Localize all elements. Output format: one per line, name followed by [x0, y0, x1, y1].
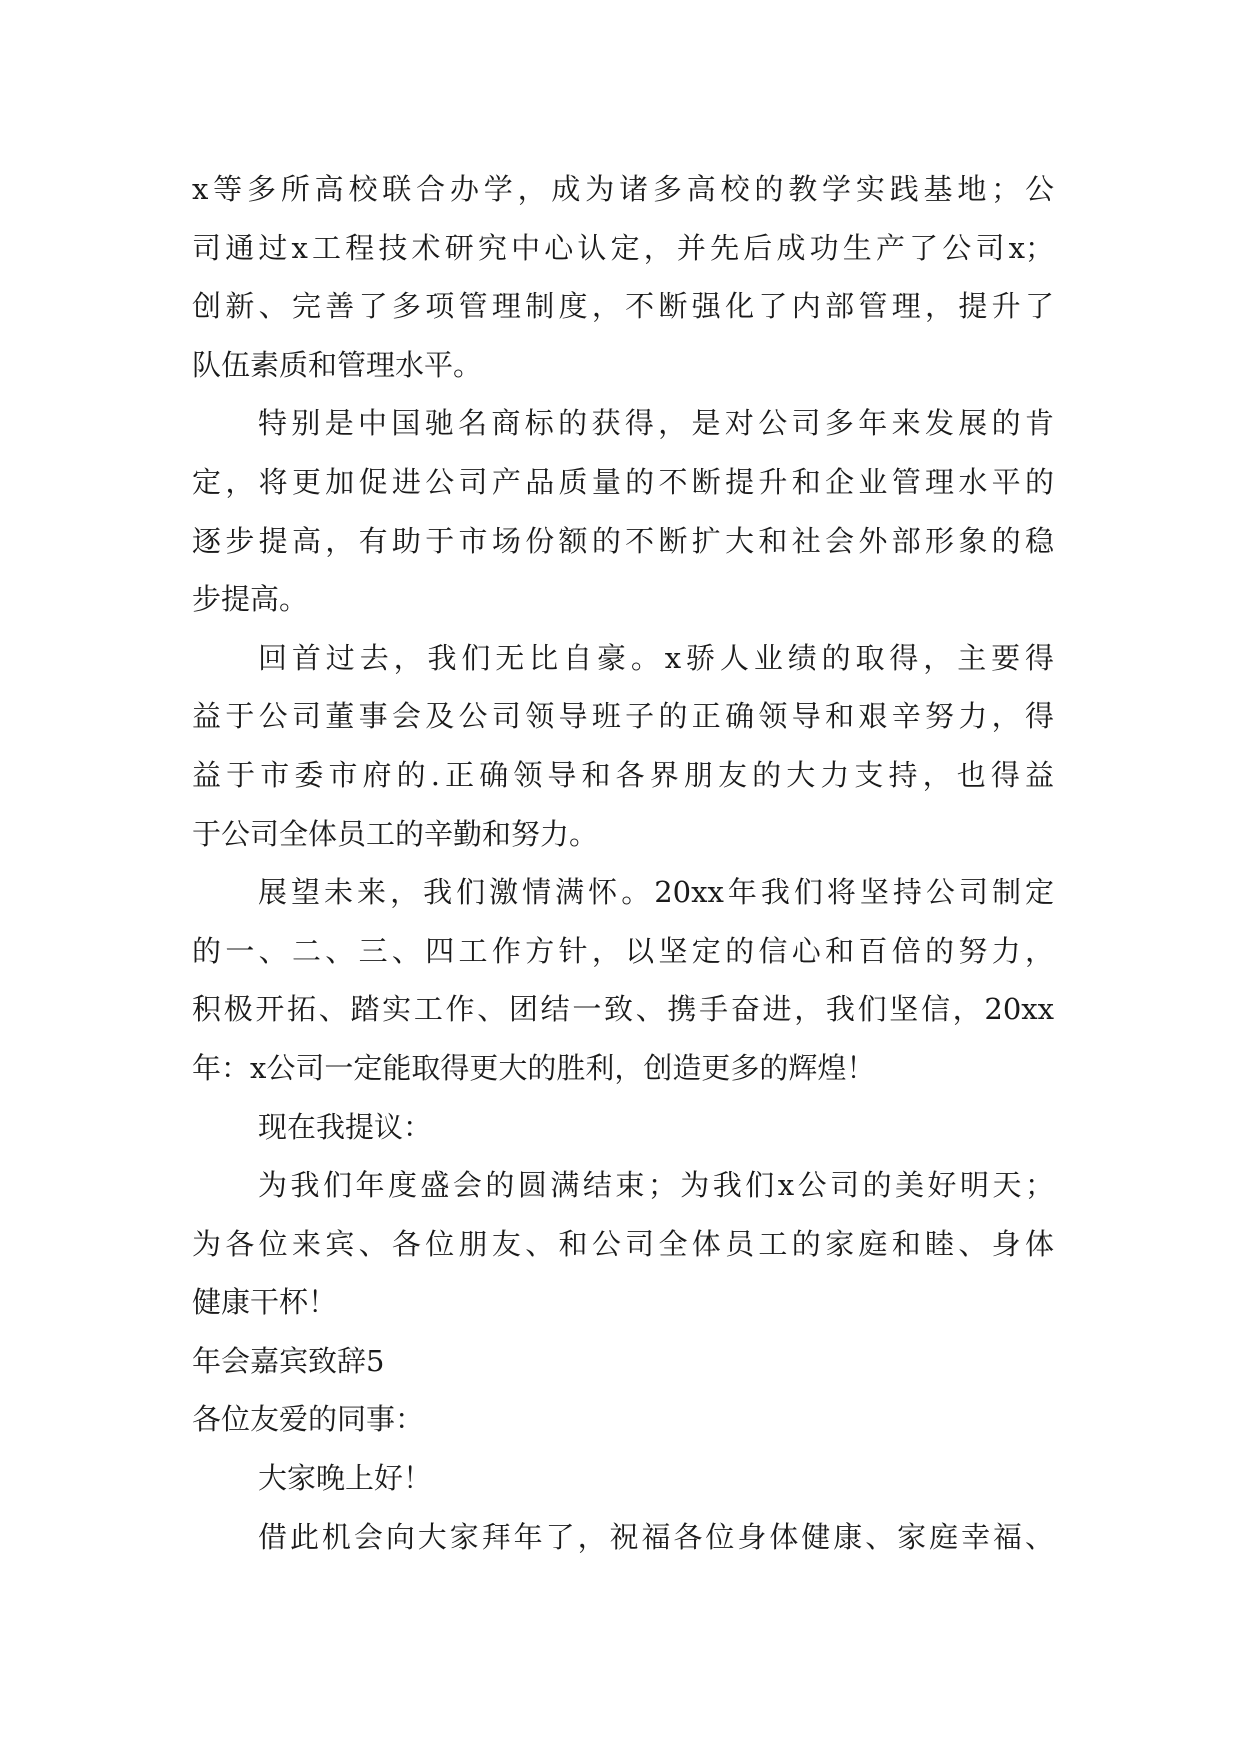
text-line: x等多所高校联合办学，成为诸多高校的教学实践基地；公 — [192, 172, 1054, 206]
text-line: 逐步提高，有助于市场份额的不断扩大和社会外部形象的稳 — [192, 523, 1054, 558]
text-line: 队伍素质和管理水平。 — [192, 347, 483, 382]
text-line: 回首过去，我们无比自豪。x骄人业绩的取得，主要得 — [258, 640, 1054, 675]
text-line: 为各位来宾、各位朋友、和公司全体员工的家庭和睦、身体 — [192, 1226, 1054, 1261]
text-line: 现在我提议： — [258, 1109, 433, 1144]
text-line: 各位友爱的同事： — [192, 1402, 425, 1437]
text-line: 步提高。 — [192, 582, 309, 617]
text-line: 借此机会向大家拜年了，祝福各位身体健康、家庭幸福、 — [258, 1519, 1054, 1554]
text-line: 益于市委市府的.正确领导和各界朋友的大力支持，也得益 — [192, 757, 1054, 792]
document-body — [192, 160, 1054, 1566]
text-line: 益于公司董事会及公司领导班子的正确领导和艰辛努力，得 — [192, 699, 1054, 734]
text-line: 年：x公司一定能取得更大的胜利，创造更多的辉煌！ — [192, 1050, 876, 1085]
text-line: 定，将更加促进公司产品质量的不断提升和企业管理水平的 — [192, 464, 1054, 499]
text-line: 司通过x工程技术研究中心认定，并先后成功生产了公司x； — [192, 230, 1054, 265]
text-line: 展望未来，我们激情满怀。20xx年我们将坚持公司制定 — [258, 875, 1054, 910]
text-line: 健康干杯！ — [192, 1285, 338, 1320]
text-line: 创新、完善了多项管理制度，不断强化了内部管理，提升了 — [192, 289, 1054, 324]
text-line: 积极开拓、踏实工作、团结一致、携手奋进，我们坚信，20xx — [192, 992, 1054, 1027]
text-line: 特别是中国驰名商标的获得，是对公司多年来发展的肯 — [258, 406, 1054, 441]
text-line: 为我们年度盛会的圆满结束；为我们x公司的美好明天； — [258, 1168, 1054, 1203]
text-line: 于公司全体员工的辛勤和努力。 — [192, 816, 599, 851]
text-line: 大家晚上好！ — [258, 1461, 433, 1496]
text-line: 年会嘉宾致辞5 — [192, 1343, 385, 1378]
text-line: 的一、二、三、四工作方针，以坚定的信心和百倍的努力， — [192, 933, 1054, 968]
